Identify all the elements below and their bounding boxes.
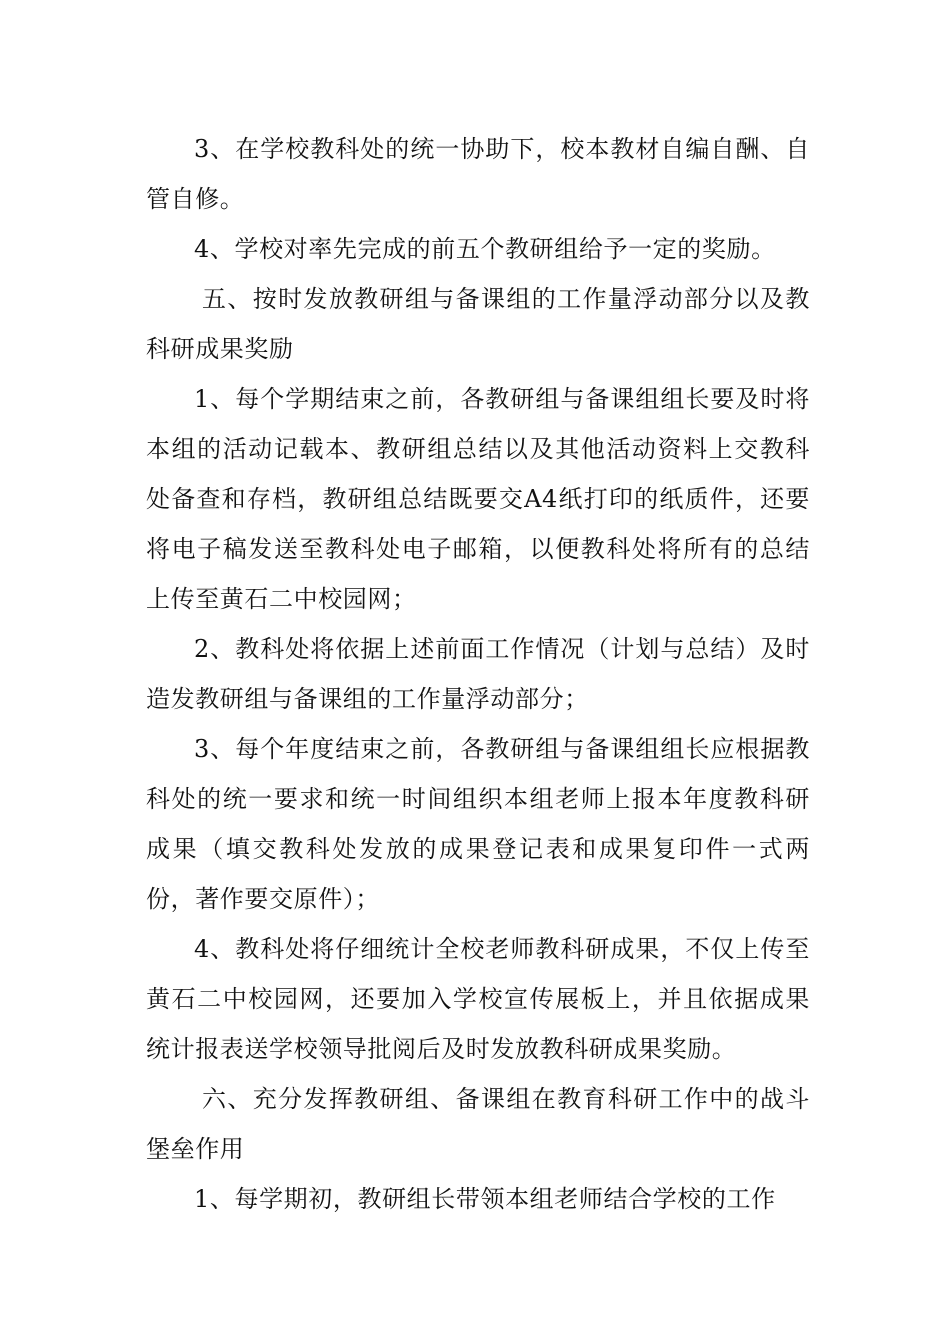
paragraph-item-3b: 3、每个年度结束之前，各教研组与备课组组长应根据教科处的统一要求和统一时间组织本组老师上报本年度教科研成果（填交教科处发放的成果登记表和成果复印件一式两份，著作要交原件）； [146, 735, 810, 913]
paragraph-item-1: 1、每个学期结束之前，各教研组与备课组组长要及时将本组的活动记载本、教研组总结以及其他活动资料上交教科处备查和存档，教研组总结既要交A4纸打印的纸质件，还要将电子稿发送至教科处电子邮箱，以便教科处将所有的总结上传至黄石二中校园网； [146, 385, 810, 613]
paragraph-item-4: 4、学校对率先完成的前五个教研组给予一定的奖励。 [194, 235, 776, 263]
paragraph-item-3: 3、在学校教科处的统一协助下，校本教材自编自酬、自管自修。 [146, 135, 810, 213]
paragraph-item-2: 2、教科处将依据上述前面工作情况（计划与总结）及时造发教研组与备课组的工作量浮动部分； [146, 635, 810, 713]
section-heading-six: 六、充分发挥教研组、备课组在教育科研工作中的战斗堡垒作用 [146, 1085, 810, 1163]
document-body [146, 124, 810, 1224]
paragraph-item-4b: 4、教科处将仔细统计全校老师教科研成果，不仅上传至黄石二中校园网，还要加入学校宣传展板上，并且依据成果统计报表送学校领导批阅后及时发放教科研成果奖励。 [146, 935, 810, 1063]
section-heading-five: 五、按时发放教研组与备课组的工作量浮动部分以及教科研成果奖励 [146, 285, 810, 363]
paragraph-item-1b: 1、每学期初，教研组长带领本组老师结合学校的工作 [194, 1185, 776, 1213]
